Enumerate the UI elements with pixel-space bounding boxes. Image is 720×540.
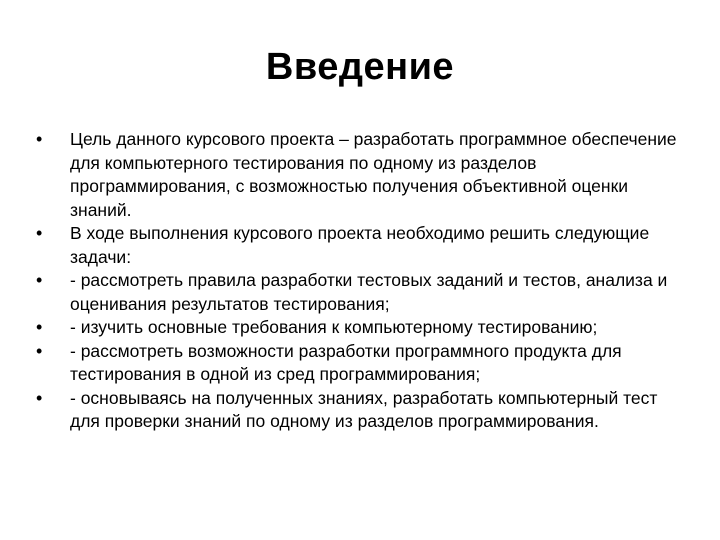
bullet-text: Цель данного курсового проекта – разработать программное обеспечение для компьютерного тестирования по одному из разделов программирования, с возможностью получения объективной оценки знаний. (70, 129, 677, 220)
bullet-text: - рассмотреть возможности разработки программного продукта для тестирования в одной из сред программирования; (70, 340, 622, 384)
bullet-text: - основываясь на полученных знаниях, разработать компьютерный тест для проверки знаний по одному из разделов программирования. (70, 387, 658, 431)
bullet-item (36, 387, 684, 434)
bullet-icon: • (36, 340, 43, 361)
bullet-icon: • (36, 129, 43, 149)
bullet-text: В ходе выполнения курсового проекта необходимо решить следующие задачи: (70, 223, 650, 267)
bullet-text: - рассмотреть правила разработки тестовых заданий и тестов, анализа и оценивания результатов тестирования; (70, 270, 668, 314)
bullet-list (36, 128, 684, 434)
bullet-icon: • (36, 270, 43, 290)
bullet-item (36, 316, 684, 340)
bullet-item (36, 222, 684, 269)
bullet-icon: • (36, 387, 43, 408)
bullet-icon: • (36, 317, 43, 337)
bullet-icon: • (36, 223, 43, 243)
bullet-item (36, 128, 684, 222)
bullet-text: - изучить основные требования к компьютерному тестированию; (70, 317, 598, 337)
bullet-item (36, 269, 684, 316)
bullet-item (36, 340, 684, 387)
slide-title: Введение (265, 46, 455, 88)
